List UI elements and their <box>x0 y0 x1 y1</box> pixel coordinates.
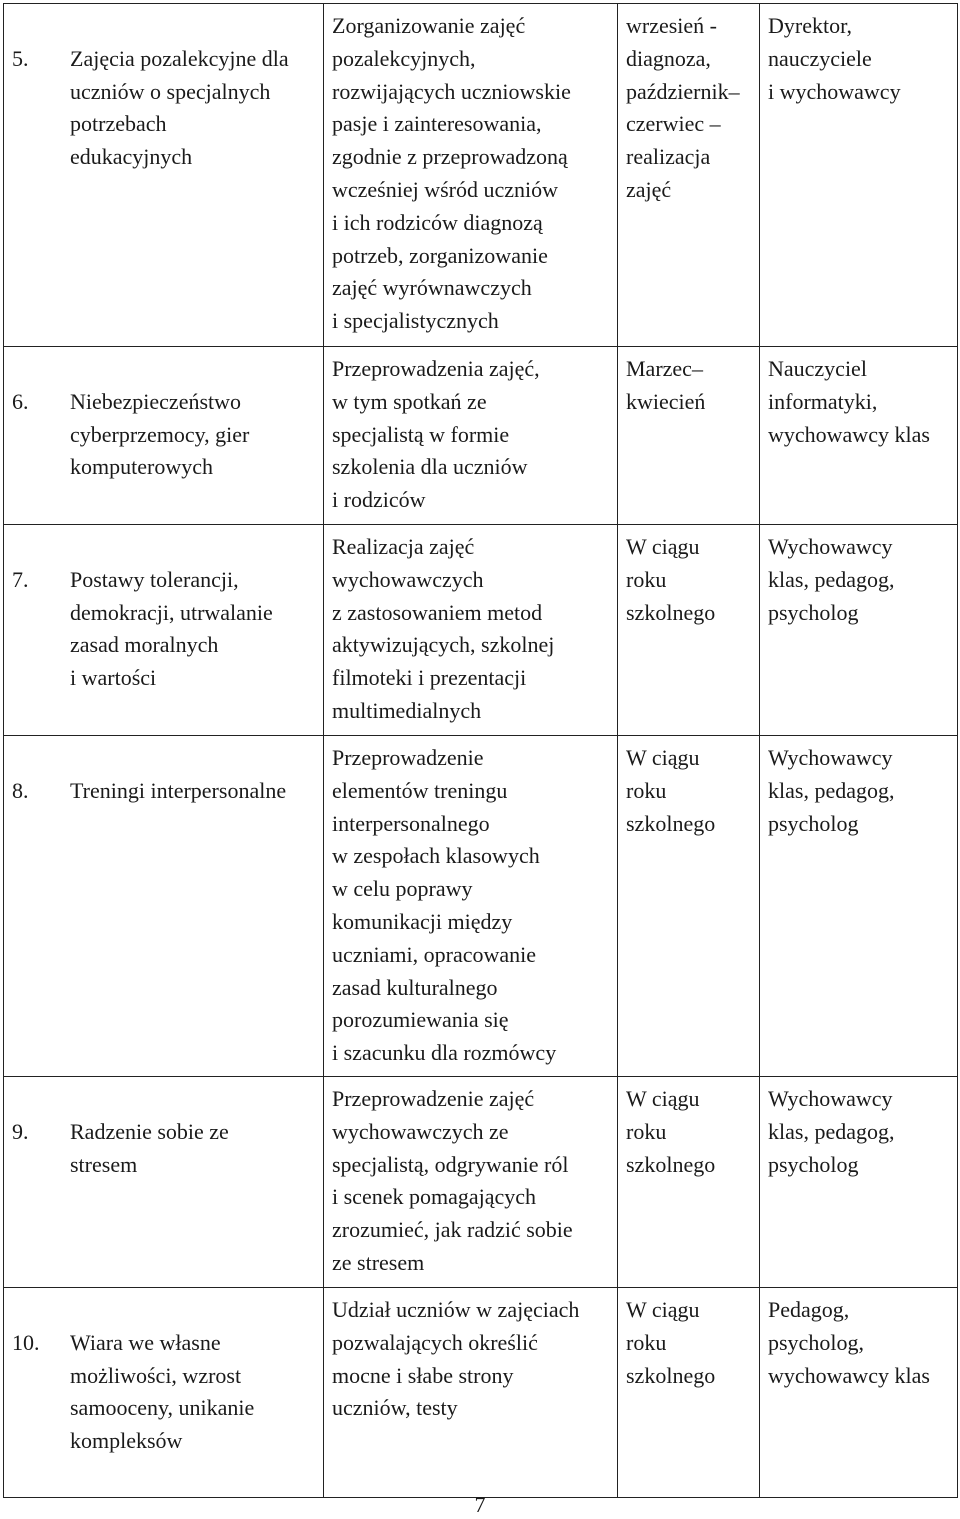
responsible-cell: Wychowawcy klas, pedagog, psycholog <box>760 1077 958 1288</box>
topic-cell <box>4 4 324 347</box>
action-cell: Udział uczniów w zajęciach pozwalających określić mocne i słabe strony uczniów, testy <box>324 1288 618 1498</box>
responsible-cell: Pedagog, psycholog, wychowawcy klas <box>760 1288 958 1498</box>
table-row <box>4 1077 958 1288</box>
action-cell: Realizacja zajęć wychowawczych z zastosowaniem metod aktywizujących, szkolnej filmoteki i prezentacji multimedialnych <box>324 525 618 736</box>
table-row <box>4 4 958 347</box>
responsible-cell: Wychowawcy klas, pedagog, psycholog <box>760 525 958 736</box>
term-cell: W ciągu roku szkolnego <box>618 1077 760 1288</box>
topic-cell <box>4 347 324 525</box>
action-cell: Zorganizowanie zajęć pozalekcyjnych, rozwijających uczniowskie pasje i zainteresowania, zgodnie z przeprowadzoną wcześniej wśród uczniów i ich rodziców diagnozą potrzeb, zorganizowanie zajęć wyrównawczych i specjalistycznych <box>324 4 618 347</box>
row-number: 8. <box>12 777 29 803</box>
topic-cell <box>4 1077 324 1288</box>
term-cell: W ciągu roku szkolnego <box>618 736 760 1077</box>
action-cell: Przeprowadzenie zajęć wychowawczych ze specjalistą, odgrywanie ról i scenek pomagających zrozumieć, jak radzić sobie ze stresem <box>324 1077 618 1288</box>
table-row <box>4 347 958 525</box>
row-number: 5. <box>12 45 29 71</box>
term-cell: wrzesień - diagnoza, październik– czerwiec – realizacja zajęć <box>618 4 760 347</box>
activities-table <box>3 3 958 1498</box>
term-cell: W ciągu roku szkolnego <box>618 525 760 736</box>
row-number: 7. <box>12 566 29 592</box>
action-cell: Przeprowadzenia zajęć, w tym spotkań ze specjalistą w formie szkolenia dla uczniów i rodziców <box>324 347 618 525</box>
row-number: 9. <box>12 1118 29 1144</box>
topic-title: Radzenie sobie ze stresem <box>70 1118 229 1177</box>
table-row <box>4 525 958 736</box>
topic-cell <box>4 1288 324 1498</box>
topic-title: Niebezpieczeństwo cyberprzemocy, gier komputerowych <box>70 388 250 480</box>
action-cell: Przeprowadzenie elementów treningu interpersonalnego w zespołach klasowych w celu poprawy komunikacji między uczniami, opracowanie zasad kulturalnego porozumiewania się i szacunku dla rozmówcy <box>324 736 618 1077</box>
topic-title: Postawy tolerancji, demokracji, utrwalanie zasad moralnych i wartości <box>70 566 273 691</box>
topic-cell <box>4 525 324 736</box>
topic-cell <box>4 736 324 1077</box>
table-row <box>4 736 958 1077</box>
row-number: 10. <box>12 1329 40 1355</box>
responsible-cell: Wychowawcy klas, pedagog, psycholog <box>760 736 958 1077</box>
term-cell: W ciągu roku szkolnego <box>618 1288 760 1498</box>
topic-title: Treningi interpersonalne <box>70 777 287 803</box>
topic-title: Zajęcia pozalekcyjne dla uczniów o specjalnych potrzebach edukacyjnych <box>70 45 289 170</box>
topic-title: Wiara we własne możliwości, wzrost samooceny, unikanie kompleksów <box>70 1329 255 1454</box>
row-number: 6. <box>12 388 29 414</box>
responsible-cell: Dyrektor, nauczyciele i wychowawcy <box>760 4 958 347</box>
responsible-cell: Nauczyciel informatyki, wychowawcy klas <box>760 347 958 525</box>
table-row <box>4 1288 958 1498</box>
term-cell: Marzec– kwiecień <box>618 347 760 525</box>
page-number: 7 <box>474 1492 486 1517</box>
